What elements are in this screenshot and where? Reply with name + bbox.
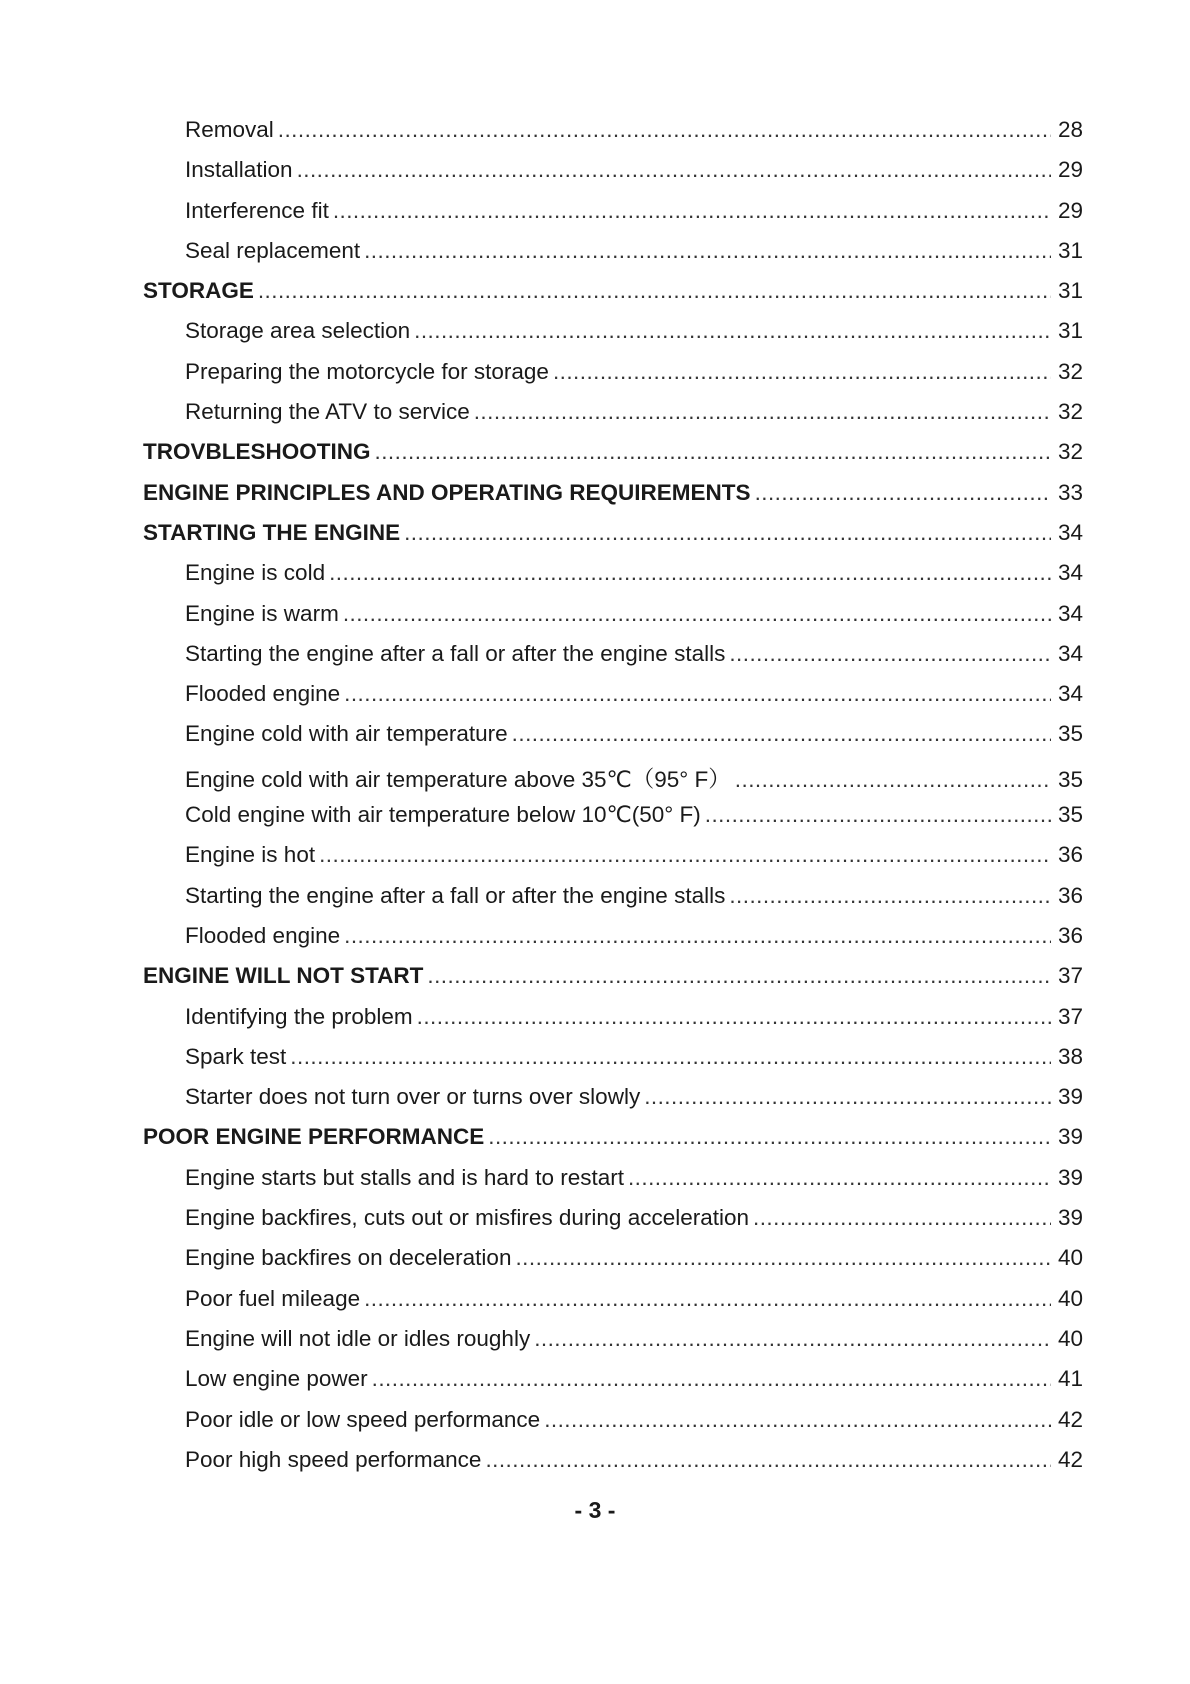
toc-entry [143,560,1083,600]
dot-leader [364,238,1051,264]
toc-entry-title: Engine is warm [185,600,339,626]
dot-leader [329,560,1051,586]
toc-entry-title: Identifying the problem [185,1003,413,1029]
toc-entry-page: 31 [1057,278,1083,304]
toc-entry-title: Seal replacement [185,237,361,263]
toc-entry [143,923,1083,963]
toc-entry [143,1286,1083,1326]
dot-leader [729,641,1051,667]
toc-entry-title: ENGINE WILL NOT START [143,963,424,989]
toc-entry-title: Returning the ATV to service [185,399,470,425]
toc-entry-page: 39 [1057,1084,1083,1110]
toc-entry [143,238,1083,278]
dot-leader [512,721,1051,747]
toc-entry-page: 36 [1057,922,1083,948]
toc-entry-title: POOR ENGINE PERFORMANCE [143,1124,485,1150]
toc-entry-title: Spark test [185,1043,287,1069]
toc-entry-title: Engine will not idle or idles roughly [185,1325,531,1351]
dot-leader [515,1245,1051,1271]
dot-leader [644,1084,1051,1110]
toc-entry [143,1245,1083,1285]
toc-section-entry [143,439,1083,479]
toc-entry-page: 32 [1057,358,1083,384]
toc-entry-page: 34 [1057,560,1083,586]
toc-entry-title: STARTING THE ENGINE [143,519,401,545]
toc-entry [143,198,1083,238]
dot-leader [344,681,1051,707]
toc-entry-page: 35 [1057,721,1083,747]
toc-entry-page: 34 [1057,640,1083,666]
toc-entry-page: 41 [1057,1366,1083,1392]
toc-entry [143,1044,1083,1084]
toc-entry [143,157,1083,197]
dot-leader [333,198,1051,224]
toc-section-entry [143,520,1083,560]
toc-entry-title: Starting the engine after a fall or after the engine stalls [185,882,726,908]
toc-entry-page: 28 [1057,117,1083,142]
toc-entry-title: Removal [185,117,274,142]
dot-leader [753,1205,1051,1231]
toc-entry-title: ENGINE PRINCIPLES AND OPERATING REQUIREMENTS [143,479,751,505]
dot-leader [364,1286,1051,1312]
toc-entry [143,359,1083,399]
dot-leader [297,157,1051,183]
table-of-contents [143,117,1083,1487]
dot-leader [628,1165,1051,1191]
toc-entry-title: Engine is cold [185,560,326,586]
toc-entry-page: 36 [1057,882,1083,908]
toc-entry-title: Low engine power [185,1366,368,1392]
toc-section-entry [143,963,1083,1003]
dot-leader [474,399,1051,425]
toc-entry-title: Installation [185,157,293,183]
toc-entry-page: 32 [1057,399,1083,425]
toc-entry-page: 39 [1057,1205,1083,1231]
toc-entry [143,721,1083,761]
toc-entry-title: Engine backfires on deceleration [185,1245,512,1271]
toc-entry-title: Cold engine with air temperature below 10℃(50° F) [185,802,701,828]
toc-entry [143,318,1083,358]
dot-leader [553,359,1051,385]
dot-leader [729,883,1051,909]
toc-entry [143,681,1083,721]
toc-entry-page: 35 [1057,766,1083,792]
toc-entry-page: 38 [1057,1043,1083,1069]
toc-entry-page: 29 [1057,197,1083,223]
toc-entry [143,802,1083,842]
toc-entry-page: 37 [1057,1003,1083,1029]
toc-entry [143,641,1083,681]
toc-entry [143,1084,1083,1124]
toc-entry-title: Engine cold with air temperature above 35℃（95° F） [185,766,731,792]
toc-entry-page: 34 [1057,600,1083,626]
toc-section-entry [143,278,1083,318]
dot-leader [485,1447,1051,1473]
toc-entry-page: 34 [1057,681,1083,707]
toc-entry [143,1407,1083,1447]
toc-entry-title: Engine starts but stalls and is hard to restart [185,1164,624,1190]
dot-leader [372,1366,1051,1392]
dot-leader [705,802,1051,828]
toc-entry-title: Interference fit [185,197,329,223]
dot-leader [488,1124,1051,1150]
toc-entry-page: 33 [1057,479,1083,505]
dot-leader [417,1004,1051,1030]
dot-leader [544,1407,1051,1433]
toc-entry [143,1004,1083,1044]
dot-leader [343,601,1051,627]
dot-leader [375,439,1051,465]
toc-entry-page: 42 [1057,1446,1083,1472]
toc-entry [143,1366,1083,1406]
dot-leader [755,480,1051,506]
toc-entry-title: Poor fuel mileage [185,1285,361,1311]
toc-entry-page: 39 [1057,1124,1083,1150]
toc-entry [143,1165,1083,1205]
toc-entry-title: Storage area selection [185,318,411,344]
dot-leader [290,1044,1051,1070]
toc-entry-page: 32 [1057,439,1083,465]
page-number: - 3 - [574,1497,616,1523]
toc-entry-title: Flooded engine [185,681,341,707]
toc-entry-page: 39 [1057,1164,1083,1190]
dot-leader [414,318,1051,344]
dot-leader [319,842,1051,868]
toc-entry [143,1447,1083,1487]
toc-entry-title: Starting the engine after a fall or after the engine stalls [185,640,726,666]
dot-leader [735,767,1051,793]
toc-entry-page: 35 [1057,802,1083,828]
toc-entry-title: Engine backfires, cuts out or misfires during acceleration [185,1205,750,1231]
toc-entry-title: STORAGE [143,278,254,304]
toc-entry-page: 40 [1057,1285,1083,1311]
toc-entry-title: Engine cold with air temperature [185,721,508,747]
dot-leader [404,520,1051,546]
toc-entry [143,399,1083,439]
dot-leader [278,117,1051,143]
toc-entry-page: 29 [1057,157,1083,183]
toc-entry [143,842,1083,882]
toc-entry-page: 36 [1057,842,1083,868]
dot-leader [258,278,1051,304]
toc-entry [143,117,1083,157]
toc-entry [143,1205,1083,1245]
toc-entry-title: Poor high speed performance [185,1446,482,1472]
toc-entry-title: Poor idle or low speed performance [185,1406,541,1432]
toc-entry-title: Engine is hot [185,842,316,868]
toc-entry-page: 37 [1057,963,1083,989]
toc-entry-page: 42 [1057,1406,1083,1432]
toc-entry-title: Preparing the motorcycle for storage [185,358,549,384]
toc-entry-title: TROVBLESHOOTING [143,439,371,465]
dot-leader [344,923,1051,949]
toc-entry-page: 40 [1057,1325,1083,1351]
toc-entry [143,1326,1083,1366]
toc-entry-title: Starter does not turn over or turns over slowly [185,1084,641,1110]
toc-entry-title: Flooded engine [185,922,341,948]
toc-entry-page: 34 [1057,519,1083,545]
dot-leader [534,1326,1051,1352]
toc-entry-page: 31 [1057,237,1083,263]
toc-section-entry [143,480,1083,520]
toc-section-entry [143,1124,1083,1164]
toc-entry [143,601,1083,641]
toc-entry [143,883,1083,923]
toc-entry-page: 31 [1057,318,1083,344]
toc-entry-page: 40 [1057,1245,1083,1271]
toc-entry [143,762,1083,802]
dot-leader [427,963,1051,989]
